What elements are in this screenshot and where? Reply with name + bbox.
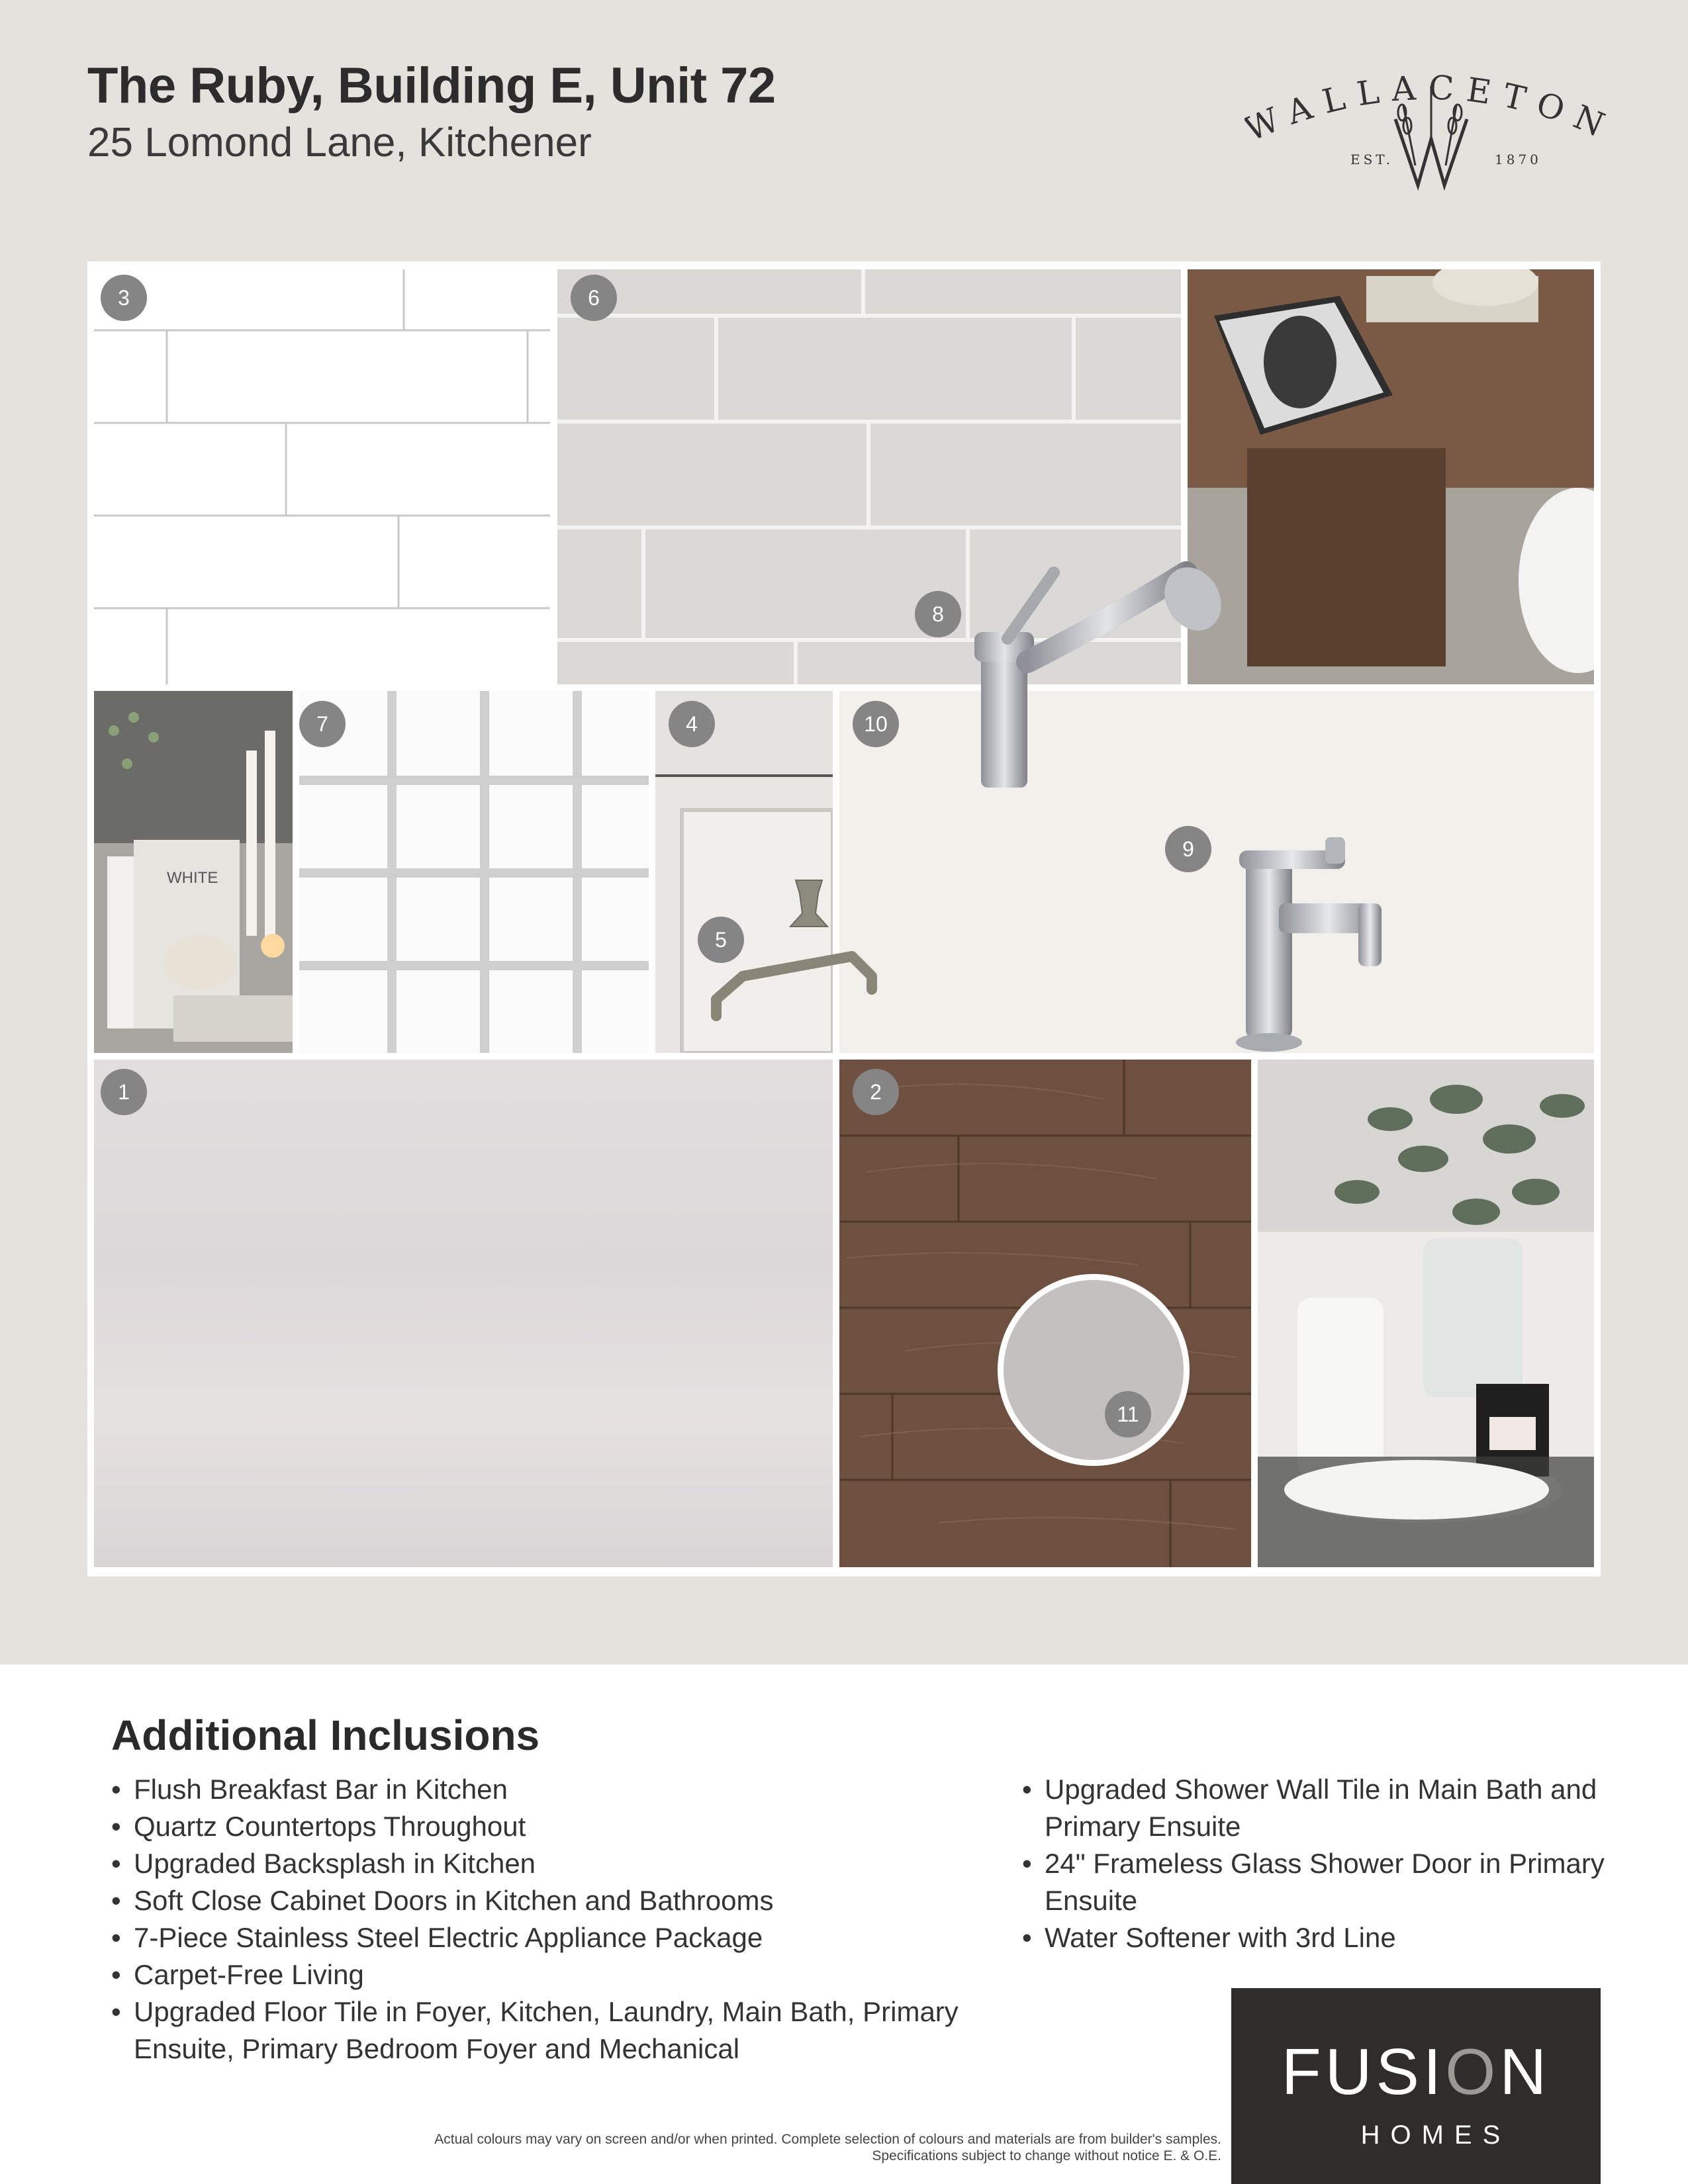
cabinet-knob — [790, 880, 827, 927]
lifestyle-photo-books-candles — [94, 691, 293, 1053]
mood-board — [87, 261, 1601, 1576]
bathroom-faucet — [1199, 831, 1398, 1056]
logo-year: 1870 — [1495, 152, 1542, 167]
svg-text:WHITE: WHITE — [167, 869, 218, 887]
list-item: • 24" Frameless Glass Shower Door in Primary Ensuite — [1022, 1845, 1651, 1919]
logo-est: EST. — [1350, 152, 1394, 167]
fusion-wordmark: FUSION — [1281, 2035, 1551, 2108]
list-item: • Upgraded Backsplash in Kitchen — [111, 1845, 1025, 1882]
address: 25 Lomond Lane, Kitchener — [87, 120, 592, 165]
disclaimer-line-1: Actual colours may vary on screen and/or when printed. Complete selection of colours and materials are from builder's samples. — [434, 2132, 1221, 2147]
page-title: The Ruby, Building E, Unit 72 — [87, 58, 776, 114]
disclaimer-line-2: Specifications subject to change without notice E. & O.E. — [872, 2148, 1221, 2163]
cabinet-pull — [716, 956, 872, 1016]
badge-4: 4 — [669, 701, 715, 747]
list-item: • 7-Piece Stainless Steel Electric Appliance Package — [111, 1919, 1025, 1956]
inclusions-title: Additional Inclusions — [111, 1711, 540, 1759]
wallaceton-logo — [1244, 46, 1615, 199]
swatch-paint-circle — [998, 1274, 1190, 1466]
list-item: • Flush Breakfast Bar in Kitchen — [111, 1771, 1025, 1808]
badge-7: 7 — [299, 701, 346, 747]
badge-1: 1 — [101, 1069, 147, 1115]
inclusions-list-right — [1022, 1771, 1651, 1956]
list-item: • Carpet-Free Living — [111, 1956, 1025, 1993]
disclaimer — [172, 2131, 1221, 2164]
fusion-subword: HOMES — [1360, 2120, 1511, 2150]
badge-3: 3 — [101, 275, 147, 321]
svg-text:WALLACETON — [1244, 68, 1615, 149]
swatch-white-square-tile — [299, 691, 649, 1053]
badge-11: 11 — [1105, 1391, 1151, 1437]
badge-5: 5 — [698, 917, 744, 963]
inclusions-list-left — [111, 1771, 1025, 2068]
list-item: • Water Softener with 3rd Line — [1022, 1919, 1651, 1956]
fusion-homes-logo — [1231, 1988, 1601, 2184]
badge-10: 10 — [853, 701, 899, 747]
badge-6: 6 — [571, 275, 617, 321]
badge-8: 8 — [915, 591, 961, 637]
list-item: • Upgraded Floor Tile in Foyer, Kitchen, Laundry, Main Bath, Primary Ensuite, Primary Bedroom Foyer and Mechanical — [111, 1993, 1025, 2068]
list-item: • Soft Close Cabinet Doors in Kitchen and Bathrooms — [111, 1882, 1025, 1919]
badge-2: 2 — [853, 1069, 899, 1115]
swatch-white-subway-tile — [94, 269, 550, 684]
swatch-floor-tile — [94, 1060, 833, 1567]
badge-9: 9 — [1165, 826, 1211, 872]
list-item: • Quartz Countertops Throughout — [111, 1808, 1025, 1845]
lifestyle-photo-eucalyptus — [1258, 1060, 1594, 1567]
list-item: • Upgraded Shower Wall Tile in Main Bath and Primary Ensuite — [1022, 1771, 1651, 1845]
kitchen-faucet — [968, 546, 1259, 797]
logo-wordmark: ALLACETO — [1282, 68, 1581, 134]
